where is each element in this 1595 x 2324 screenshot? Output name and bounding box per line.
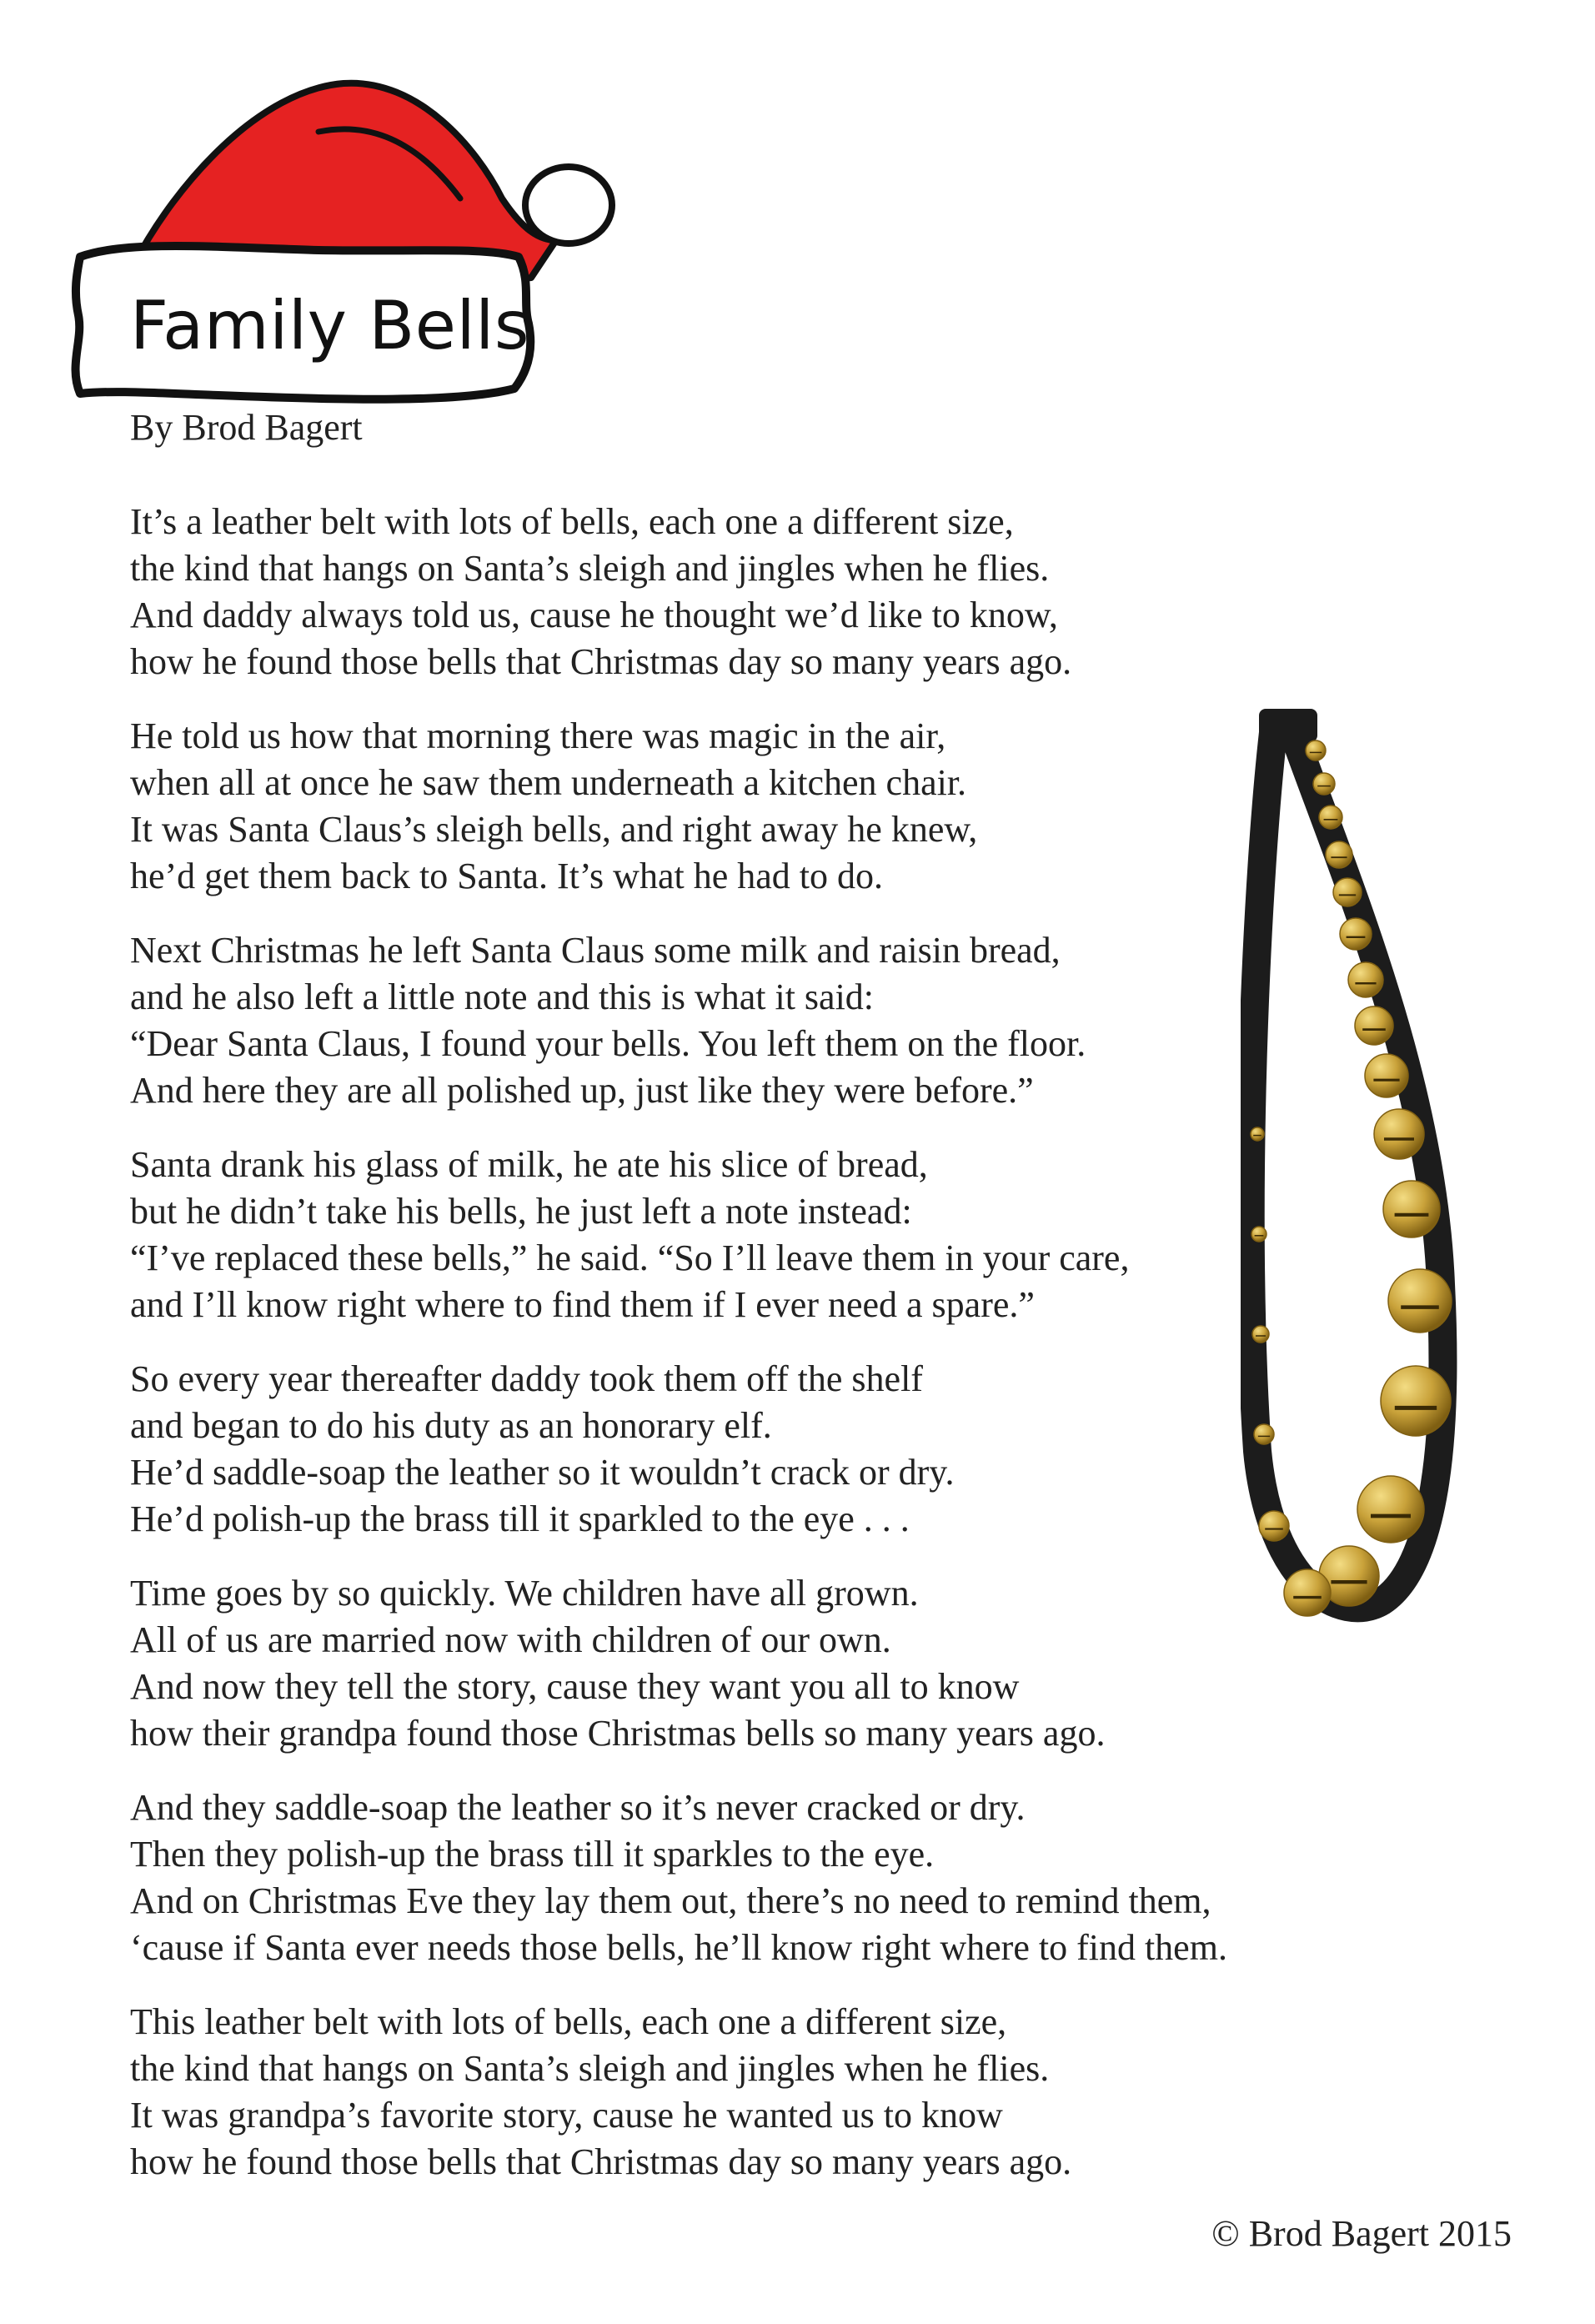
poem-line: And daddy always told us, cause he thought we’d like to know, [130, 595, 1058, 635]
poem-line: So every year thereafter daddy took them off the shelf [130, 1358, 923, 1399]
sleigh-bell [1326, 841, 1352, 868]
copyright-notice: © Brod Bagert 2015 [1211, 2213, 1512, 2254]
sleigh-bell [1340, 918, 1372, 950]
sleigh-bell [1251, 1227, 1266, 1242]
sleigh-bell [1319, 806, 1342, 829]
sleigh-bell [1333, 878, 1362, 906]
poem-line: how he found those bells that Christmas day so many years ago. [130, 2141, 1072, 2182]
poem-line: And here they are all polished up, just like they were before.” [130, 1070, 1034, 1111]
sleigh-bell [1306, 740, 1326, 760]
stanza-3 [130, 927, 1347, 1114]
poem-line: ‘cause if Santa ever needs those bells, he’ll know right where to find them. [130, 1927, 1227, 1968]
poem-line: Santa drank his glass of milk, he ate his slice of bread, [130, 1144, 928, 1185]
poem-line: It was grandpa’s favorite story, cause he wanted us to know [130, 2095, 1003, 2136]
poem-line: He’d polish-up the brass till it sparkled to the eye . . . [130, 1498, 910, 1539]
poem-title: Family Bells [130, 287, 530, 364]
poem-line: but he didn’t take his bells, he just left a note instead: [130, 1191, 912, 1232]
sleigh-bell [1259, 1511, 1289, 1541]
poem-line: It’s a leather belt with lots of bells, each one a different size, [130, 501, 1014, 542]
poem-line: “I’ve replaced these bells,” he said. “So I’ll leave them in your care, [130, 1237, 1130, 1278]
poem-line: when all at once he saw them underneath a kitchen chair. [130, 762, 967, 803]
stanza-4 [130, 1142, 1347, 1328]
poem-line: how he found those bells that Christmas day so many years ago. [130, 641, 1072, 682]
poem-line: And they saddle-soap the leather so it’s never cracked or dry. [130, 1787, 1026, 1828]
poem-line: and began to do his duty as an honorary elf. [130, 1405, 772, 1446]
sleigh-bell [1251, 1127, 1264, 1141]
poem-line: the kind that hangs on Santa’s sleigh and jingles when he flies. [130, 548, 1050, 589]
stanza-5 [130, 1356, 1347, 1543]
sleigh-bell [1365, 1054, 1408, 1097]
sleigh-bell [1284, 1569, 1331, 1616]
sleigh-bell [1374, 1109, 1424, 1159]
sleigh-bell [1348, 962, 1383, 997]
poem-line: Next Christmas he left Santa Claus some milk and raisin bread, [130, 930, 1061, 971]
sleigh-bell [1252, 1326, 1269, 1343]
poem-body [130, 499, 1347, 2213]
stanza-8 [130, 1999, 1347, 2186]
sleigh-bell [1313, 773, 1335, 795]
sleigh-bell [1383, 1181, 1440, 1237]
sleigh-bell [1357, 1476, 1424, 1543]
sleigh-bells-illustration [1241, 700, 1491, 1643]
sleigh-bell [1381, 1366, 1451, 1436]
stanza-7 [130, 1784, 1347, 1971]
poem-line: “Dear Santa Claus, I found your bells. You left them on the floor. [130, 1023, 1086, 1064]
poem-byline: By Brod Bagert [130, 407, 363, 448]
poem-line: This leather belt with lots of bells, each one a different size, [130, 2001, 1007, 2042]
sleigh-bell [1355, 1006, 1393, 1045]
poem-line: he’d get them back to Santa. It’s what he had to do. [130, 856, 883, 896]
poem-line: All of us are married now with children of our own. [130, 1619, 891, 1660]
stanza-1 [130, 499, 1347, 685]
poem-line: And on Christmas Eve they lay them out, there’s no need to remind them, [130, 1880, 1211, 1921]
sleigh-bell [1254, 1424, 1274, 1444]
poem-line: Time goes by so quickly. We children have all grown. [130, 1573, 919, 1614]
poem-line: He’d saddle-soap the leather so it wouldn’t crack or dry. [130, 1452, 955, 1493]
poem-line: He told us how that morning there was magic in the air, [130, 715, 946, 756]
stanza-6 [130, 1570, 1347, 1757]
stanza-2 [130, 713, 1347, 900]
poem-line: and he also left a little note and this is what it said: [130, 976, 875, 1017]
poem-line: It was Santa Claus’s sleigh bells, and right away he knew, [130, 809, 978, 850]
poem-line: the kind that hangs on Santa’s sleigh and jingles when he flies. [130, 2048, 1050, 2089]
sleigh-bell [1388, 1269, 1452, 1333]
poem-line: how their grandpa found those Christmas bells so many years ago. [130, 1713, 1106, 1754]
poem-line: and I’ll know right where to find them if I ever need a spare.” [130, 1284, 1035, 1325]
poem-line: And now they tell the story, cause they want you all to know [130, 1666, 1020, 1707]
poem-line: Then they polish-up the brass till it sparkles to the eye. [130, 1834, 935, 1875]
